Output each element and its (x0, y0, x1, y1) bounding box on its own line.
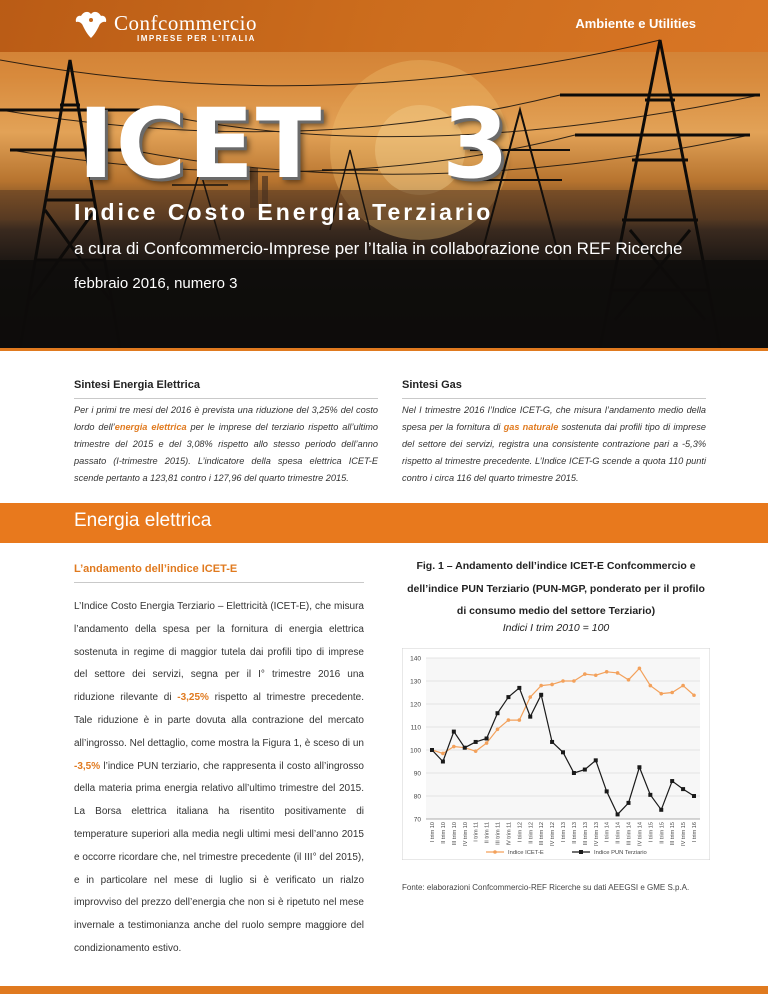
issue-date: febbraio 2016, numero 3 (74, 275, 238, 292)
x-tick-label: III trim 11 (495, 822, 502, 845)
x-tick-label: I trim 16 (692, 822, 698, 843)
figure-subtitle: Indici I trim 2010 = 100 (502, 622, 610, 634)
legend-label: Indice ICET-E (508, 850, 544, 856)
report-number: 3 (442, 88, 509, 200)
data-point (550, 740, 554, 744)
data-point (627, 678, 631, 682)
data-point (496, 728, 500, 732)
data-point (692, 794, 696, 798)
highlight-pun-change: -3,5% (74, 760, 101, 772)
data-point (627, 801, 631, 805)
x-tick-label: I trim 14 (604, 822, 611, 843)
data-point (430, 748, 434, 752)
article-subheading: L’andamento dell’indice ICET-E (74, 563, 238, 575)
x-tick-label: IV trim 14 (637, 822, 644, 846)
data-point (605, 789, 609, 793)
data-point (474, 740, 478, 744)
x-tick-label: II trim 12 (528, 822, 535, 844)
data-point (474, 749, 478, 753)
x-tick-label: II trim 13 (571, 822, 578, 844)
y-tick-label: 70 (413, 816, 421, 824)
data-point (583, 672, 587, 676)
y-tick-label: 90 (413, 770, 421, 778)
data-point (507, 718, 511, 722)
y-tick-label: 120 (410, 701, 421, 709)
x-tick-label: II trim 10 (440, 822, 447, 844)
data-point (692, 693, 696, 697)
data-point (659, 808, 663, 812)
legend-marker (579, 850, 583, 854)
summary-gas-heading: Sintesi Gas (402, 379, 462, 391)
data-point (670, 779, 674, 783)
line-chart (402, 648, 710, 860)
data-point (561, 750, 565, 754)
figure-title: Fig. 1 – Andamento dell’indice ICET-E Confcommercio e dell’indice PUN Terziario (PUN-MGP, ponderato per il profilo di consumo medio del settore Terziario) (407, 560, 705, 617)
report-subtitle: Indice Costo Energia Terziario (74, 199, 494, 225)
y-tick-label: 80 (413, 793, 421, 801)
footer-bar (0, 986, 768, 994)
data-point (441, 760, 445, 764)
legend-label: Indice PUN Terziario (594, 850, 647, 856)
x-tick-label: II trim 14 (615, 822, 622, 844)
data-point (648, 793, 652, 797)
summary-electric-text: Per i primi tre mesi del 2016 è prevista una riduzione del 3,25% del costo lordo dell’energia elettrica per le imprese del terziario rispetto all’ultimo trimestre del 2015 e del 3,08% rispetto allo stesso periodo dell’anno passato (I-trimestre 2015). L’indicatore della spesa elettrica ICET-E scende pertanto a 123,81 contro i 127,96 del quarto trimestre 2015. (74, 405, 379, 483)
highlight-icet-e-change: -3,25% (177, 692, 209, 704)
highlight-energia-elettrica: energia elettrica (114, 422, 187, 432)
data-point (572, 679, 576, 683)
data-point (452, 730, 456, 734)
data-point (485, 741, 489, 745)
data-point (506, 695, 510, 699)
x-tick-label: IV trim 10 (462, 822, 469, 846)
data-point (485, 737, 489, 741)
data-point (605, 670, 609, 674)
data-point (550, 683, 554, 687)
data-point (452, 745, 456, 749)
data-point (649, 684, 653, 688)
data-point (616, 812, 620, 816)
y-tick-label: 100 (410, 747, 421, 755)
data-point (539, 684, 543, 688)
data-point (681, 787, 685, 791)
data-point (638, 667, 642, 671)
data-point (463, 746, 467, 750)
x-tick-label: I trim 13 (561, 822, 567, 843)
x-tick-label: II trim 15 (659, 822, 666, 844)
y-tick-label: 110 (410, 724, 421, 732)
summary-gas-text: Nel I trimestre 2016 l’Indice ICET-G, che misura l’andamento medio della spesa per la fornitura di gas naturale sostenuta dai profili tipo di imprese del settore dei servizi, registra una consistente contrazione pari a -5,3% rispetto al trimestre precedente. L’Indice ICET-G scende a quota 110 punti contro i circa 116 del quarto trimestre 2015. (402, 405, 706, 483)
article-rule (74, 582, 364, 583)
figure-source: Fonte: elaborazioni Confcommercio-REF Ricerche su dati AEEGSI e GME S.p.A. (402, 883, 690, 892)
data-point (528, 695, 532, 699)
x-tick-label: IV trim 11 (506, 822, 513, 846)
brand-tagline: IMPRESE PER L'ITALIA (137, 34, 256, 43)
y-tick-label: 130 (410, 678, 421, 686)
x-tick-label: II trim 11 (484, 822, 491, 844)
legend-marker (493, 850, 497, 854)
hero-divider (0, 348, 768, 351)
eagle-logo-icon (74, 10, 108, 40)
x-tick-label: IV trim 12 (550, 822, 557, 846)
x-tick-label: I trim 11 (473, 822, 480, 842)
x-tick-label: IV trim 15 (681, 822, 688, 846)
x-tick-label: III trim 15 (670, 822, 677, 846)
data-point (572, 771, 576, 775)
x-tick-label: III trim 10 (451, 822, 458, 846)
data-point (681, 684, 685, 688)
curated-by: a cura di Confcommercio-Imprese per l’Italia in collaborazione con REF Ricerche (74, 239, 683, 258)
brand-name: Confcommercio (114, 11, 257, 35)
highlight-gas-naturale: gas naturale (503, 422, 559, 432)
summary-gas-rule (402, 398, 706, 399)
x-tick-label: III trim 13 (582, 822, 589, 846)
data-point (441, 752, 445, 756)
data-point (594, 758, 598, 762)
category-label: Ambiente e Utilities (575, 16, 696, 31)
data-point (518, 718, 522, 722)
data-point (659, 692, 663, 696)
summary-electric-rule (74, 398, 378, 399)
data-point (637, 765, 641, 769)
x-tick-label: I trim 12 (517, 822, 524, 843)
data-point (517, 686, 521, 690)
summary-electric-heading: Sintesi Energia Elettrica (74, 379, 200, 391)
data-point (561, 679, 565, 683)
data-point (539, 693, 543, 697)
x-tick-label: IV trim 13 (593, 822, 600, 846)
y-tick-label: 140 (410, 655, 421, 663)
x-tick-label: I trim 10 (430, 822, 436, 843)
article-body: L’Indice Costo Energia Terziario – Elettricità (ICET-E), che misura l’andamento della spesa per la fornitura di energia elettrica sostenuta in regime di maggior tutela dai profili tipo di imprese del settore dei servizi, segna per il I° trimestre 2016 una riduzione rilevante di -3,25% rispetto al trimestre precedente. Tale riduzione è in parte dovuta alla contrazione del mercato all’ingrosso. Nel dettaglio, come mostra la Figura 1, è sceso di un -3,5% l’indice PUN terziario, che rappresenta il costo all’ingrosso della materia prima energia relativo all’ultimo trimestre del 2015. La Borsa elettrica italiana ha risentito positivamente di temperature superiori alla media negli ultimi mesi dell’anno 2015 e occorre ricordare che, nel trimestre precedente (il III° del 2015), e in particolare nel mese di luglio si è verificato un rialzo improvviso del prezzo dell’energia che non si è ripetuto nel mese invernale a testimonianza anche del ruolo sempre maggiore del condizionamento estivo. (74, 601, 364, 954)
data-point (583, 768, 587, 772)
hero-banner (0, 0, 768, 348)
x-tick-label: I trim 15 (648, 822, 655, 843)
x-tick-label: III trim 12 (539, 822, 546, 846)
data-point (616, 671, 620, 675)
data-point (496, 711, 500, 715)
section-title: Energia elettrica (74, 510, 212, 531)
data-point (670, 691, 674, 695)
report-title: ICET (78, 88, 324, 200)
data-point (594, 673, 598, 677)
data-point (528, 715, 532, 719)
x-tick-label: III trim 14 (626, 822, 633, 846)
